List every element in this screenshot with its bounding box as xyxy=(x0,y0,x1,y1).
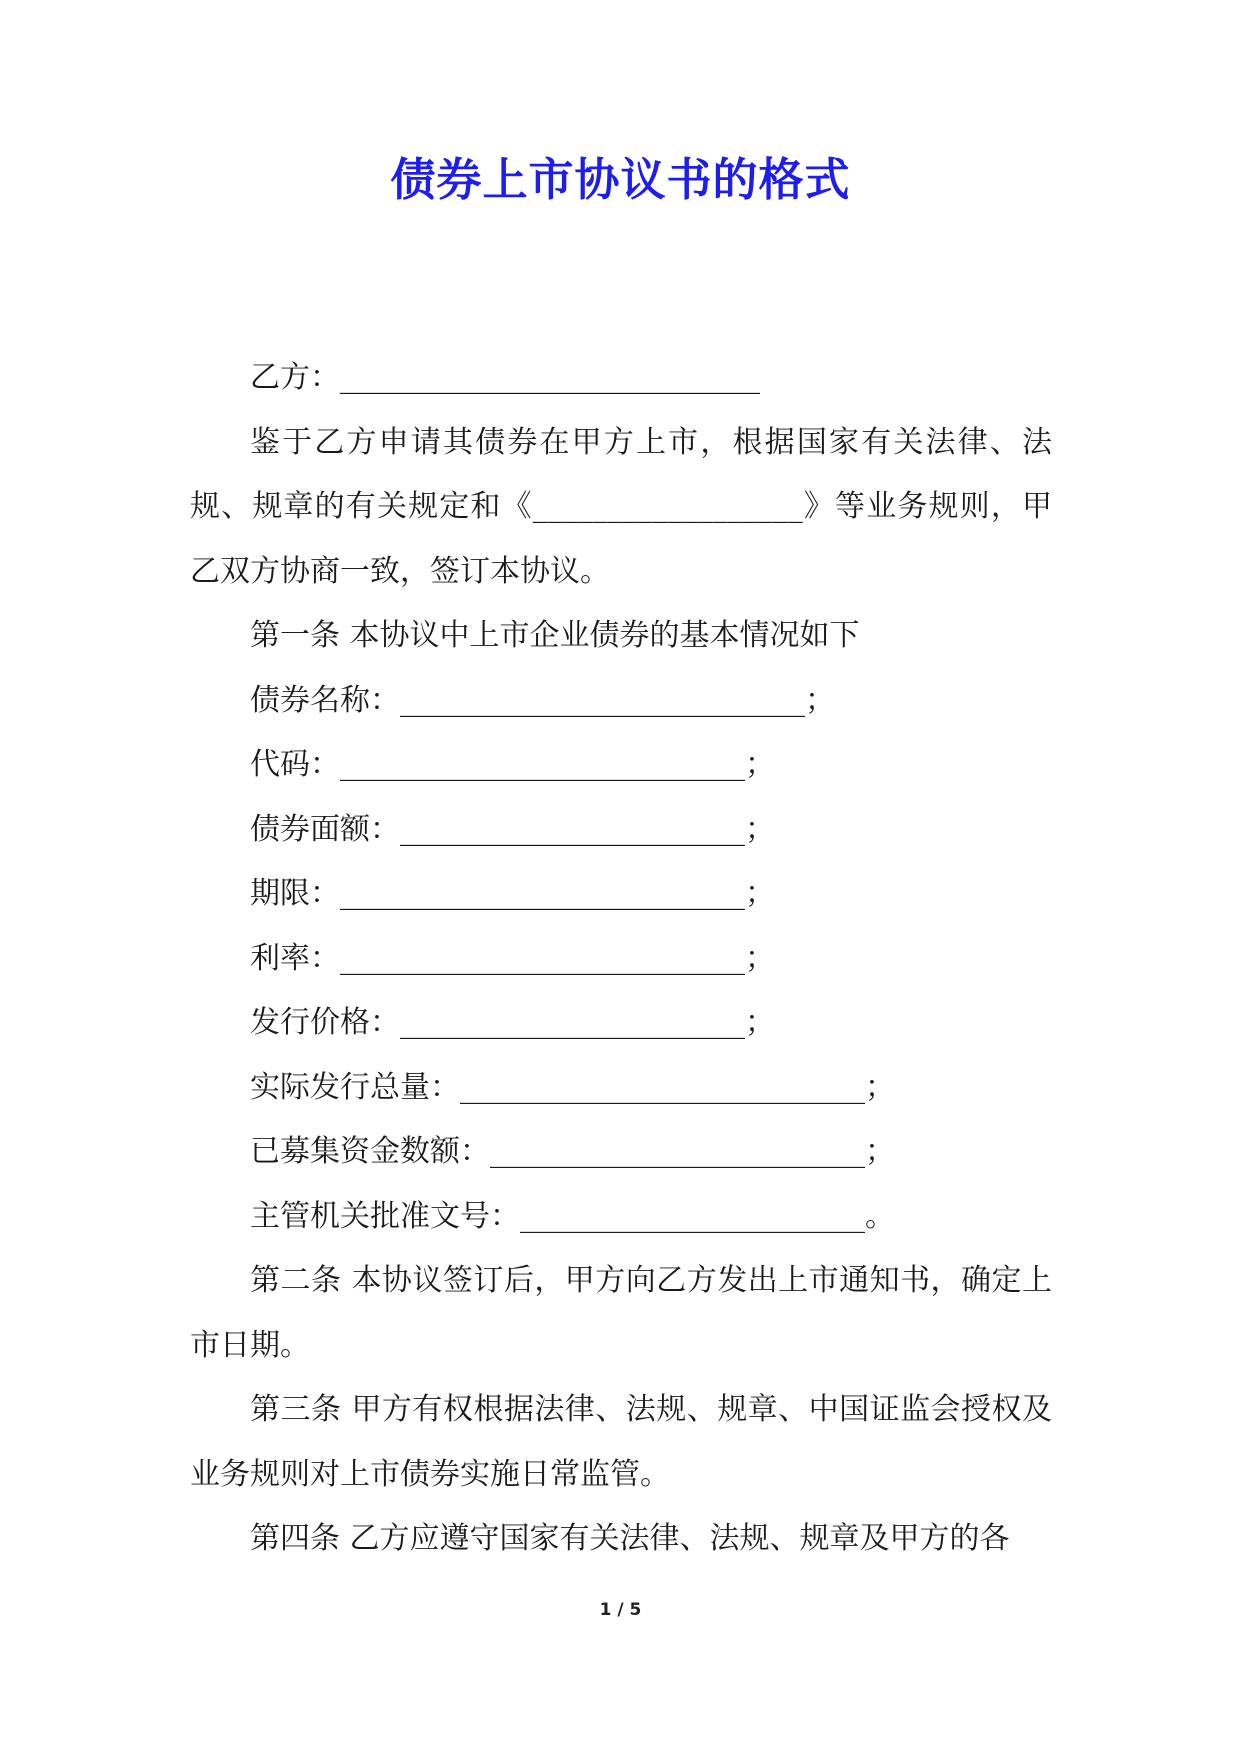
interest-rate-field: 利率：___________________________； xyxy=(250,940,775,976)
document-title: 债券上市协议书的格式 xyxy=(390,153,851,206)
article-1-heading: 第一条 本协议中上市企业债券的基本情况如下 xyxy=(250,618,860,653)
page-number: 1 / 5 xyxy=(599,1600,642,1620)
article-3-paragraph: 第三条 甲方有权根据法律、法规、规章、中国证监会授权及业务规则对上市债券实施日常监管。 xyxy=(190,1392,1052,1492)
document-body xyxy=(190,346,1052,1572)
bond-code-field: 代码：___________________________； xyxy=(250,747,775,782)
article-4-paragraph: 第四条 乙方应遵守国家有关法律、法规、规章及甲方的各 xyxy=(250,1521,1010,1556)
bond-face-value-field: 债券面额：_______________________； xyxy=(250,811,775,847)
article-2-paragraph: 第二条 本协议签订后，甲方向乙方发出上市通知书，确定上市日期。 xyxy=(190,1263,1052,1363)
issue-price-field: 发行价格：_______________________； xyxy=(250,1005,775,1040)
actual-issue-amount-field: 实际发行总量：___________________________； xyxy=(250,1069,895,1105)
party-b-line: 乙方：____________________________ xyxy=(250,360,760,395)
raised-funds-field: 已募集资金数额：_________________________； xyxy=(250,1134,895,1169)
bond-name-field: 债券名称：___________________________； xyxy=(250,682,835,718)
approval-number-field: 主管机关批准文号：_______________________。 xyxy=(250,1198,895,1234)
bond-term-field: 期限：___________________________； xyxy=(250,876,775,911)
preamble-paragraph: 鉴于乙方申请其债券在甲方上市，根据国家有关法律、法规、规章的有关规定和《__________________》等业务规则，甲乙双方协商一致，签订本协议。 xyxy=(190,424,1052,589)
